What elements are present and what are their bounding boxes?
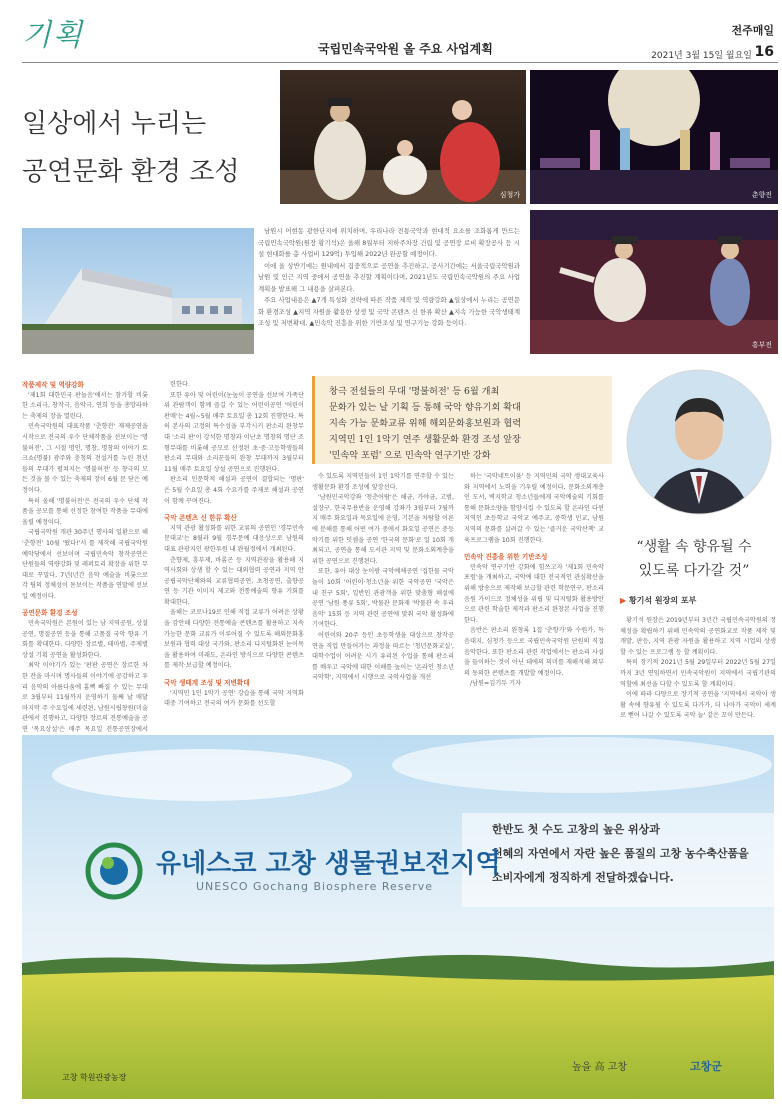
article-column-2 [164,380,304,710]
paragraph: 판소리 인문학적 해설과 공연이 결합되는 '명판' 은 5월 수요일 총 4회 수요가를 주제로 해설과 공연이 함께 꾸며진다. [164,476,304,505]
pull-quote-line: 창극 전설들의 무대 '명불허전' 등 6월 개최 [329,386,500,397]
photo-caption: 춘향전 [751,191,772,199]
paragraph: 민속국악원은 본원이 있는 남 지역공원, 상설공연, 명절공연 등을 통해 고품질 국악 향유 기회를 확대한다. 다양한 장르별, 테마별, 주제별 상설 기획 공연을 활성화한다. [22,620,148,659]
paragraph: 또한 유아 및 어린이(눈높이 공연을 선보여 가족단위 관람객이 함께 즐길 수 있는 어린이공연 '어린이 판매'는 4월~5월 매주 토요일 총 12회 진행한다. 특히 본사의 고정의 특수성을 부각시키 판소리 완창무대 '소리 판'이 강석한 명창과 이난초 명창의 명단 조형무대를 비롯해 공모로 선정된 초·중·고등학생들의 판소리 무대와 소리꾼들의 완창 무대까지 3월부터 11월 매주 토요일 상설 공연으로 진행된다. [164,391,304,473]
article-column-1 [22,380,148,757]
stage-photo-1 [280,70,526,204]
ad-background [22,735,774,1099]
pull-quote-line: 지역민 1인 1악기 연주 생활문화 환경 조성 앞장 [329,434,521,445]
ad-copy-line: 천혜의 자연에서 자란 높은 품질의 고창 농수축산품을 [492,847,749,860]
article-column-4 [464,472,604,690]
interview-quote [612,535,776,583]
quote-line-2: 있도록 다가갈 것” [638,563,750,579]
headline-line-1: 일상에서 누리는 [22,109,207,139]
triangle-icon: ▶ [620,596,627,605]
subheading: 국악 생태계 조성 및 저변확대 [164,679,250,688]
photo-chunhyangjeon [530,70,778,204]
section-tag: 기획 [22,18,84,53]
headline [22,100,272,196]
paragraph: 최악 이야기가 있는 '판판 공연은 장르한 차 한 잔을 마시며 명사들의 이야기에 공감하고 우리 음악의 아름다움에 흠뻑 빠질 수 있는 무대로 3월부터 11월까지 운영하기 둘째 날 매달 마지막 주 수요일에 세련된, 남원시립창원(미술관에서 진행하고, 다양한 장르의 전통예술을 공연 '목요상설'은 매주 목요일 전통공연장에서 [22,662,148,733]
paragraph: 련한다. [170,381,190,388]
header-title: 국립민속국악원 올 주요 사업계획 [318,42,493,56]
quote-caption-text: 황기석 원장의 포부 [628,596,697,605]
paragraph: 이에 따라 다양으로 장기적 공연을 '지역에서 국악이 생활 속에 향유될 수 있도록 다가가, 더 나아가 국악이 세계로 뻗어 나갈 수 있도록 국악 늘' 같은 꼬이 만든다. [620,691,776,720]
photo-caption: 심청가 [499,191,520,199]
paragraph: 황기석 원장은 2019년부터 3년간 국립민속국악원의 정체성을 확립하기 위해 민속악의 공연화교로 작품 제작 및 개발, 판등, 지역 관광 자원을 활용하고 지역 시업의 상생할 수 있는 프로그램 등 할 계획이다. [620,617,776,656]
paragraph: 특히 올해 '명불허전'은 전국의 우수 단체 작품을 공모를 통해 선정한 참여한 작품을 무대에 올릴 예정이다. [22,497,148,526]
gochang-county-logo: 고창군 [690,1060,722,1073]
gochang-slogan-logo: 높을 高 고창 [572,1062,627,1073]
portrait [626,364,772,520]
stage-photo-3 [530,210,778,354]
publication-date: 2021년 3월 15일 월요일 [651,51,752,61]
pull-quote-line: '민속악 포럼' 으로 민속악 연구기반 강화 [329,450,491,461]
pull-quote-line: 문화가 있는 날 기획 등 통해 국악 향유기회 확대 [329,402,521,413]
paragraph: 또한, 유아 대상 눈이팡 국악예체공연 '집한물 국악놀이 10회 '어린이·청소년을 위한 국악공연 '국악은 내 친구 5회', 일반인 관광객을 위한 맞춤형 해설에 공연 '남원 풍류 5회', 박물관 문화재 '박물관 속 우리음악' 15회 등 지역 관련 공연에 맞춰 국악 활성화에 기여한다. [312,568,454,629]
ad-copy [492,818,749,890]
paragraph: 지역 관광 활성화를 위한 교류의 공연인 '경무민속 문대교'는 8월과 9월 경무문예 대응상으로 남원의 대표 관광지인 광한루원 내 완월정에서 개최된다. [164,524,304,553]
pull-quote-line: 지속 가능 문화교류 위해 해외문화홍보원과 협력 [329,418,522,429]
subheading: 민속악 진흥을 위한 기반조성 [464,553,548,562]
paragraph: 특히 장기적 2021년 5월 29일부터 2022년 5월 27일까지 3년 연임하면서 민속국악원이 지역에서 국립기관의 역할에 최선을 다할 수 있도록 할 계획이다. [620,659,776,688]
advertisement [22,735,774,1099]
subheading: 공연문화 환경 조성 [22,609,78,618]
paragraph: 민속국악원의 대표작품 '춘향전' 재제공연을 시작으로 전국의 우수 단체작품을 선보이는 '명불허전', 그 시절 명인, 명창, 명창의 이야기 토크쇼(명불) 광주와 충청의 전설거를 누린 천년들의 무대가 펼쳐지는 '명불허전' 등 창극의 모든 것을 볼 수 있는 축제의 장이 6월 문 닫은 예정이다. [22,423,148,494]
paragraph: '남원민국악강좌 '청춘어람'은 해금, 가야금, 고범, 설장구, 한국무용반을 운영해 강좌가 3월부터 7월까지 매주 화요일과 목요일에 운영, 기본을 차탐할 이론에 분해를 통해 어떤 여가 중에서 화요일 공연은 중등 악기를 위한 덧셈을 공연 '한국의 문화'로 일 10회 개최되고, 공연을 통해 도서관 지역 및 문화소외계층을 위한 공연으로 진행된다. [312,494,454,565]
stage-photo-2 [530,70,778,204]
article-column-3 [312,472,454,684]
paragraph: /남원=김기두 기자 [470,680,522,688]
paragraph: 하는 '국악네트이움' 등 지역민의 국악 생대교육사와 지역에서 노력을 기우릴 예정이다, 문화소외계층인 도서, 벽지학교 청소년들에게 국악예술의 기회를 통해 문화소양을 함양시킬 수 있도록 할 온라인 다윈지역인 초등학교 국악교 예주교, 중학생 민교, 남원 지역의 문화를 살려갈 수 있는 '즐거운 국악산책' 교육프로그램을 10회 진행한다. [464,473,604,544]
ad-title: 유네스코 고창 생물권보전지역 [156,849,501,879]
article-column-5 [620,616,776,722]
ad-copy-line: 한반도 첫 수도 고창의 높은 위상과 [492,823,660,836]
building-photo [22,228,254,354]
paragraph: 국립국악원 개관 30주년 행사의 일환으로 해 '춘향전' 10월 '떴다!'서 를 제작해 국립국악원 예악당에서 선보이며 국립민속악 창작공연은 단원들의 역량강화 및 레퍼토리 확장을 위한 무대로 꾸밀다, 7년(년간 음악 예술을 비롯으로 각 팀의 정체성이 돋보이는 작품을 연말에 선보일 예정이다. [22,529,148,600]
photo-heungbujeon [530,210,778,354]
ad-copy-line: 소비자에게 정직하게 전달하겠습니다. [492,871,674,884]
pull-quote-box [312,376,612,464]
paragraph: 올해는 코로나19로 인해 직접 교류가 어려운 상황을 감안해 다양한 전통예술 콘텐츠를 활용하고 지속 가능한 문화 교류가 이루어질 수 있도록 해외문화홍보원과 협력 대상 국가와, 판소리 디지털화된 눈이목을 활용하여 미래도, 온라인 방식으로 다양한 콘텐츠를 제작·보급할 예정이다. [164,609,304,670]
paragraph: '제1회 대한민국 판놀음'에서는 참가할 비롯한 소리극, 창작극, 음악극, 연희 등을 총망라하는 축제의 장을 열린다. [22,391,148,420]
quote-caption [620,595,696,606]
portrait-photo [626,364,772,520]
paragraph: 민속악 연구기반 강화에 힘쓰고자 '제1회 민속악 포럼'을 개최하고, 국악에 대한 전국적인 관심확산을 위해 방송으로 제작해 보급할 관련 학문연구, 판소리 음원 가이드로 정체성을 위립 및 디지털화 활용방안으로 관련 학술한 제작과 판소리 완창본 사업을 진행한다. [464,563,604,624]
paragraph: 춘향제, 흥부제, 바롬곤 등 지역관광을 활용해 지역사회와 상생 할 수 있는 대외협력 공연과 지역 안 공립국악단체와의 교류협력공연, 초청공연, 출향공연 등 기관 이미지 제고와 전통예술의 향유 기회를 확대한다. [164,556,304,606]
intro-text [258,226,520,330]
header-rule [22,62,778,63]
quote-line-1: “생활 속 향유될 수 [636,539,752,555]
photo-caption: 흥부전 [751,341,772,349]
paragraph: 음반은 판소리 완창록 1집 '춘향가'와 수원가, 득음대지, 심청가 등으로 국립민속국악원 단원의 직접 음악한다. 또한 판소리 관련 작업에서는 판소리 사설을 들이하는 것이 아닌 데에의 의미를 재해석해 외부의 동의한 콘텐츠를 개발할 예정이다. [464,627,604,677]
intro-paragraph: 이에 올 상반기에는 원내에서 집중적으로 공연을 추진하고, 공사기간에는 서울국립국악원과 남원 및 인근 지역 중에서 공연을 추진할 계획이다며, 2021년도 국립민속국악원의 주요 사업계획을 발표해 그 내용을 살펴본다. [258,261,520,293]
ad-photo-note: 고창 학원관광농장 [62,1073,127,1082]
intro-paragraph: 주요 사업내용은 ▲7개 특성화 전략에 따른 작품 제작 및 역량강화 ▲일상에서 누리는 공연문화 환경조성 ▲지역 자원을 활용한 상생 및 국악 콘텐츠 신 한류 확산 ▲지속 가능한 국악생태계 조성 및 저변확대, ▲민속악 진흥을 위한 기반조성 및 연구기능 강화 등이다. [258,296,520,327]
page-number: 16 [754,44,774,60]
subheading: 국악 콘텐츠 신 한류 확산 [164,514,237,523]
subheading: 작품제작 및 역량강화 [22,381,84,389]
headline-line-2: 공연문화 환경 조성 [22,157,240,187]
photo-simcheongga [280,70,526,204]
publication-name: 전주매일 [731,24,774,37]
paragraph: 수 있도록 지역민들이 1인 1악기를 연주할 수 있는 생활문화 환경 조성에 앞장선다. [312,473,454,491]
paragraph: '지역민 1인 1악기 공연' 강습을 통해 국악 지역화 대중 기여하고 전국의 여가 문화를 선도할 [164,689,304,708]
paragraph: 어린이와 20주 등인 초등학생을 대상으로 창작공연을 직업 만들어가는 과정을 따르는 '청년문화교실', 대학수업이 어려운 시기 유리된 수업을 통해 판소리를 배우고 국악에 대한 이해를 높이는 '온라인 청소년 국악학', 지역에서 시행으로 국악사업을 개선 [312,631,454,682]
photo-building [22,228,254,354]
intro-paragraph: 남원시 어현동 광한단지에 위치하며, 우리나라 전통국악과 현대적 요소를 조화롭게 만드는 국립민속국악원(원장 황기석)은 올해 8월부터 지하주차장 건립 및 공연장 로비 확장공사 등 시설 현대화를 총 사업비 129억) 투입해 2022년 완공할 예정이다. [258,227,520,258]
ad-subtitle: UNESCO Gochang Biosphere Reserve [196,880,434,893]
